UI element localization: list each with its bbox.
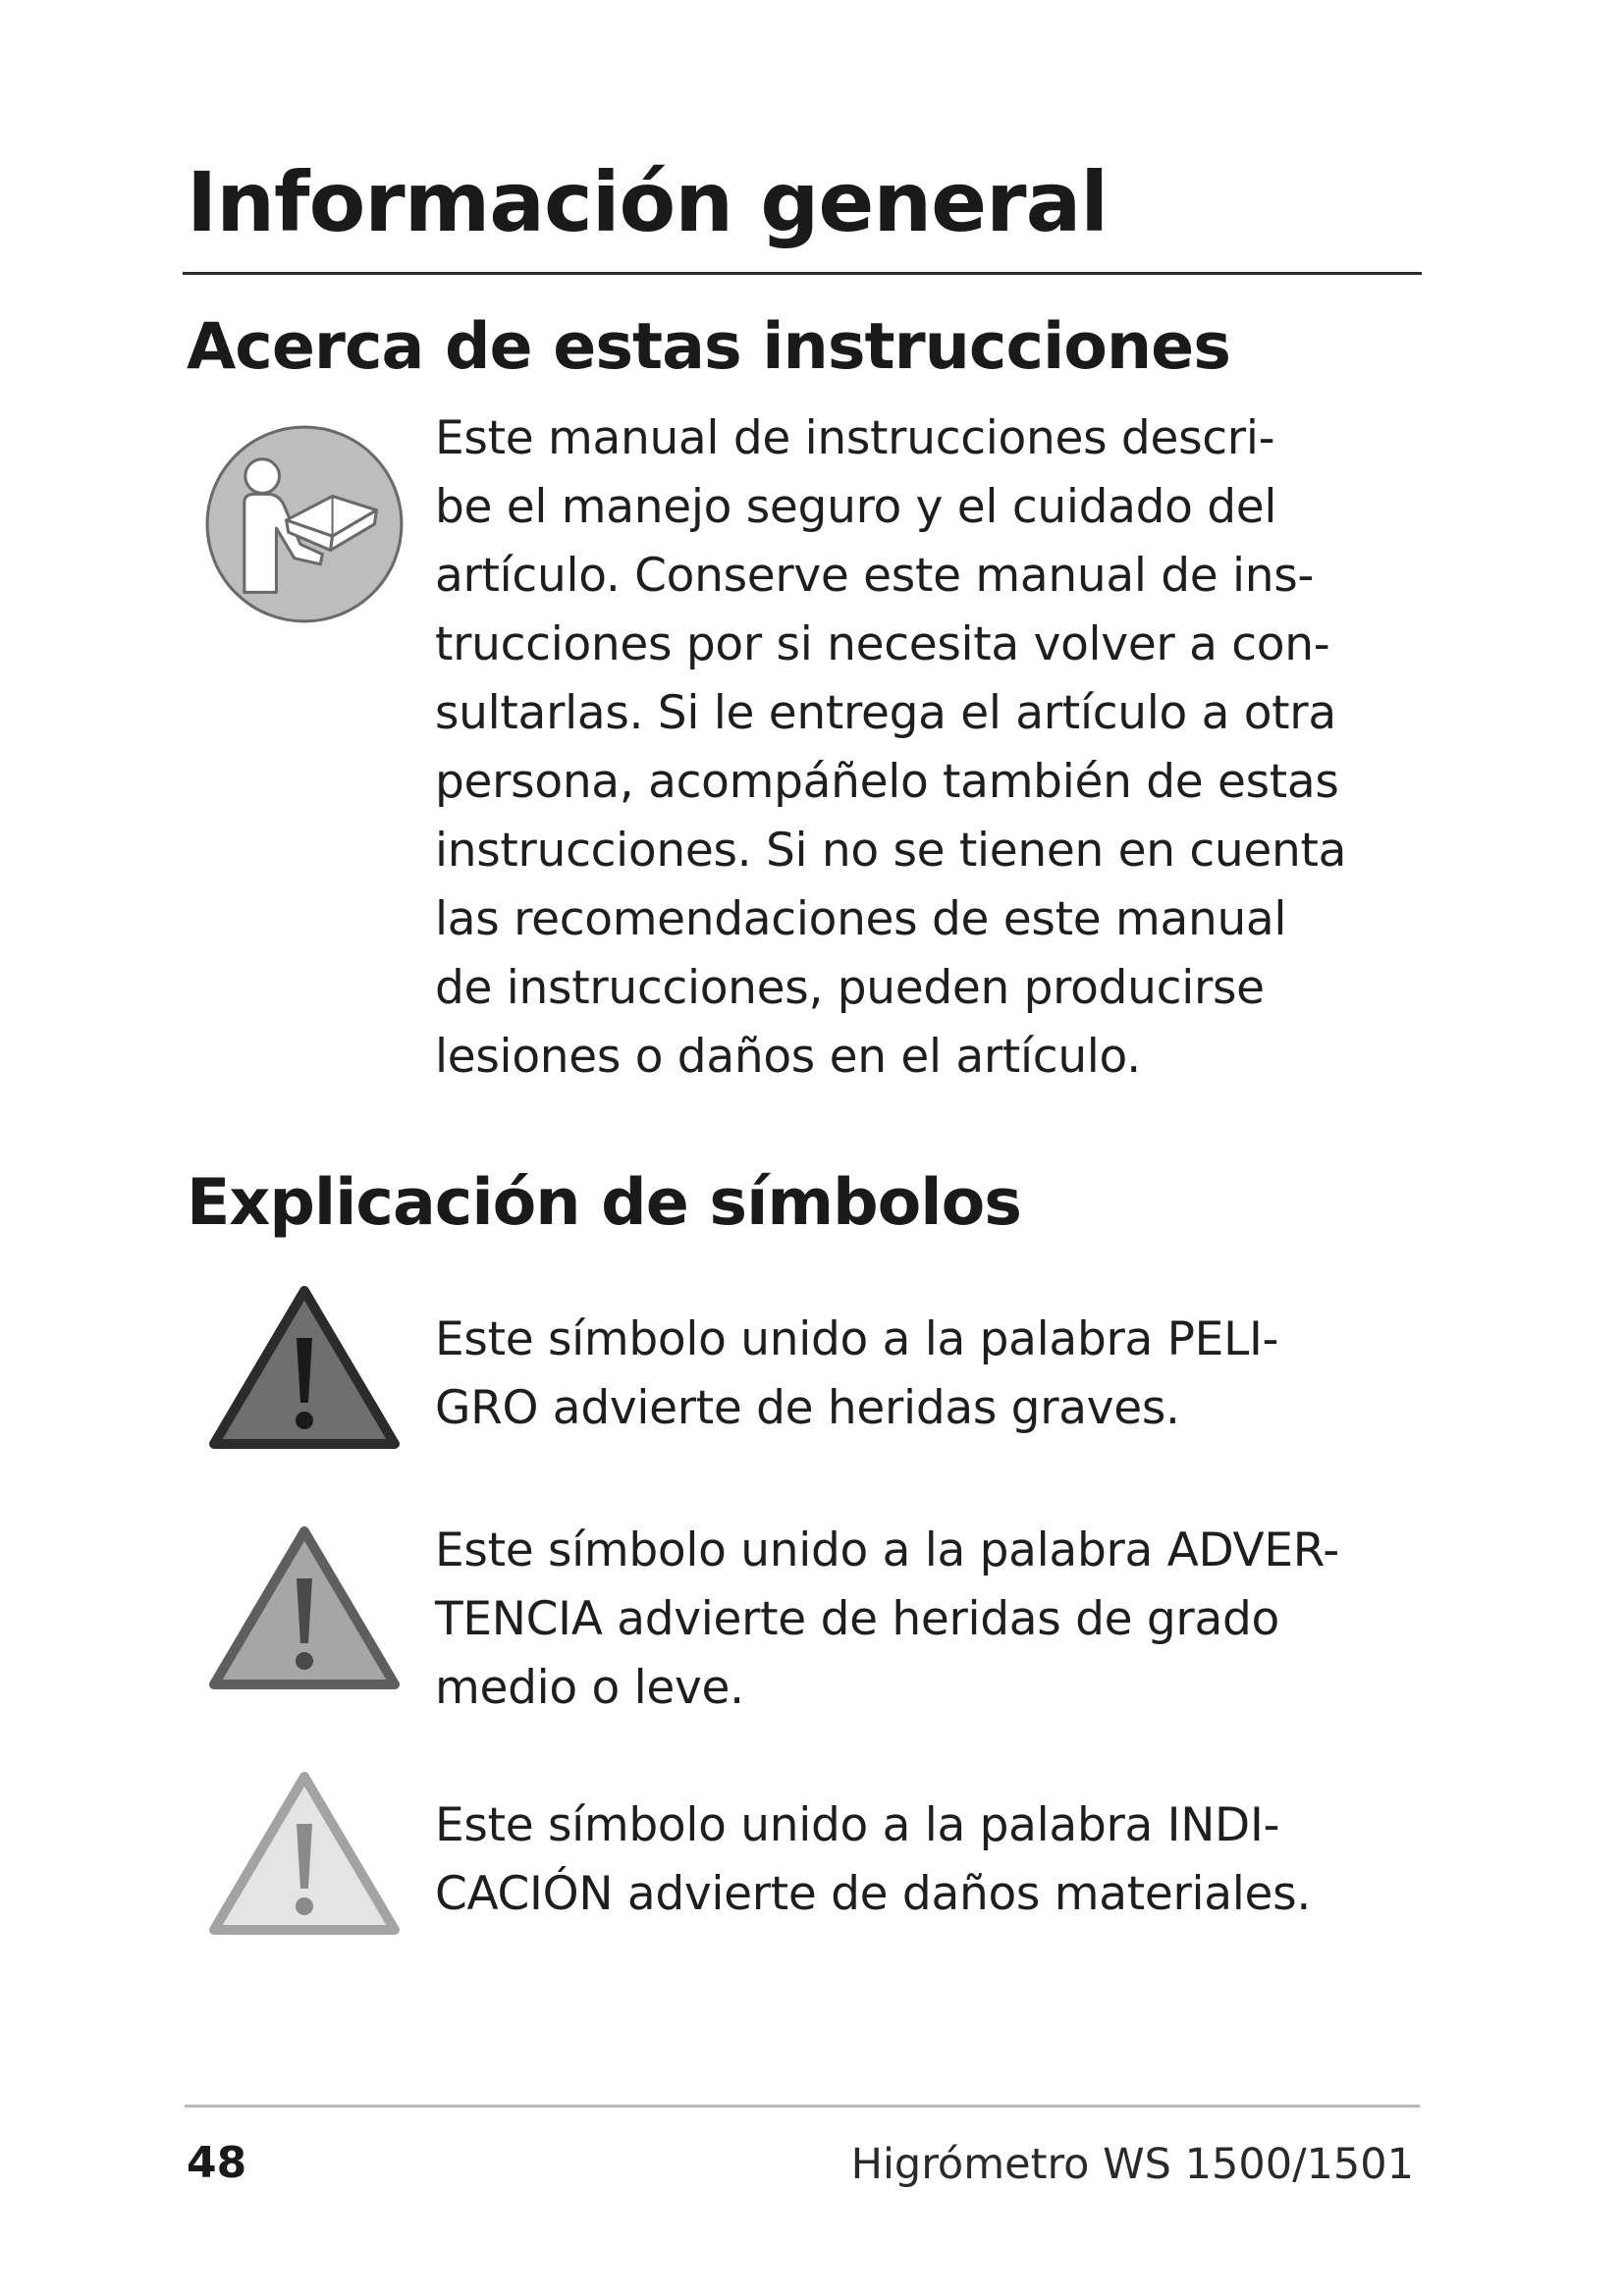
text-line: persona, acompáñelo también de estas	[435, 755, 1339, 809]
text-line: sultarlas. Si le entrega el artículo a otra	[435, 686, 1336, 740]
text-line: CACIÓN advierte de daños materiales.	[435, 1867, 1311, 1921]
product-name: Higrómetro WS 1500/1501	[850, 2140, 1414, 2189]
danger-warning-triangle-icon	[206, 1281, 403, 1458]
text-line: Este manual de instrucciones descri-	[435, 411, 1275, 465]
text-line: las recomendaciones de este manual	[435, 892, 1287, 946]
text-line: trucciones por si necesita volver a con-	[435, 617, 1330, 671]
text-line: artículo. Conserve este manual de ins-	[435, 549, 1315, 603]
warning-triangle-icon	[206, 1522, 403, 1698]
section-heading-about: Acerca de estas instrucciones	[187, 310, 1230, 384]
text-line: lesiones o daños en el artículo.	[435, 1030, 1141, 1084]
title-divider	[183, 272, 1422, 275]
text-line: Este símbolo unido a la palabra INDI-	[435, 1798, 1280, 1852]
notice-triangle-icon	[206, 1767, 403, 1944]
page-title: Información general	[187, 154, 1109, 250]
footer-divider	[185, 2105, 1420, 2108]
read-manual-icon	[204, 424, 405, 624]
section-heading-symbols: Explicación de símbolos	[187, 1166, 1021, 1240]
warning-symbol-text	[435, 1517, 1339, 1723]
text-line: de instrucciones, pueden producirse	[435, 961, 1265, 1015]
text-line: TENCIA advierte de heridas de grado	[435, 1592, 1279, 1646]
text-line: instrucciones. Si no se tienen en cuenta	[435, 824, 1347, 878]
about-paragraph	[435, 404, 1346, 1092]
text-line: Este símbolo unido a la palabra PELI-	[435, 1312, 1279, 1366]
page-number: 48	[187, 2138, 247, 2188]
text-line: GRO advierte de heridas graves.	[435, 1381, 1180, 1435]
danger-symbol-text	[435, 1306, 1278, 1443]
text-line: medio o leve.	[435, 1661, 744, 1715]
text-line: Este símbolo unido a la palabra ADVER-	[435, 1523, 1339, 1577]
text-line: be el manejo seguro y el cuidado del	[435, 480, 1277, 534]
notice-symbol-text	[435, 1791, 1311, 1929]
